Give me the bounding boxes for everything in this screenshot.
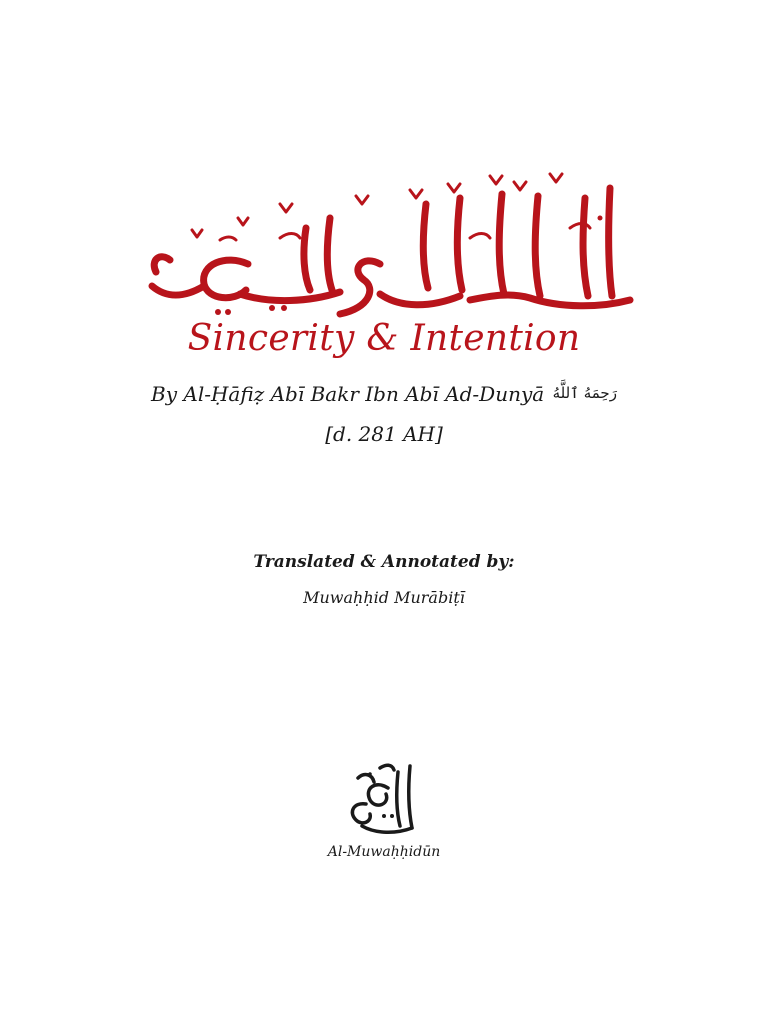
translator-name: Muwaḥḥid Murābiṭī — [303, 588, 465, 607]
honorific-phrase: رَحِمَهُ ٱللَّهُ — [552, 384, 617, 402]
author-name: By Al-Ḥāfiẓ Abī Bakr Ibn Abī Ad-Dunyā — [151, 382, 545, 406]
publisher-calligraphy-logo — [340, 758, 430, 838]
arabic-calligraphy-title — [130, 168, 640, 318]
translated-by-label: Translated & Annotated by: — [253, 552, 515, 572]
author-death-date: [d. 281 AH] — [325, 422, 443, 446]
author-byline — [0, 382, 768, 406]
publisher-name: Al-Muwaḥḥidūn — [327, 844, 441, 860]
book-title: Sincerity & Intention — [187, 318, 581, 359]
